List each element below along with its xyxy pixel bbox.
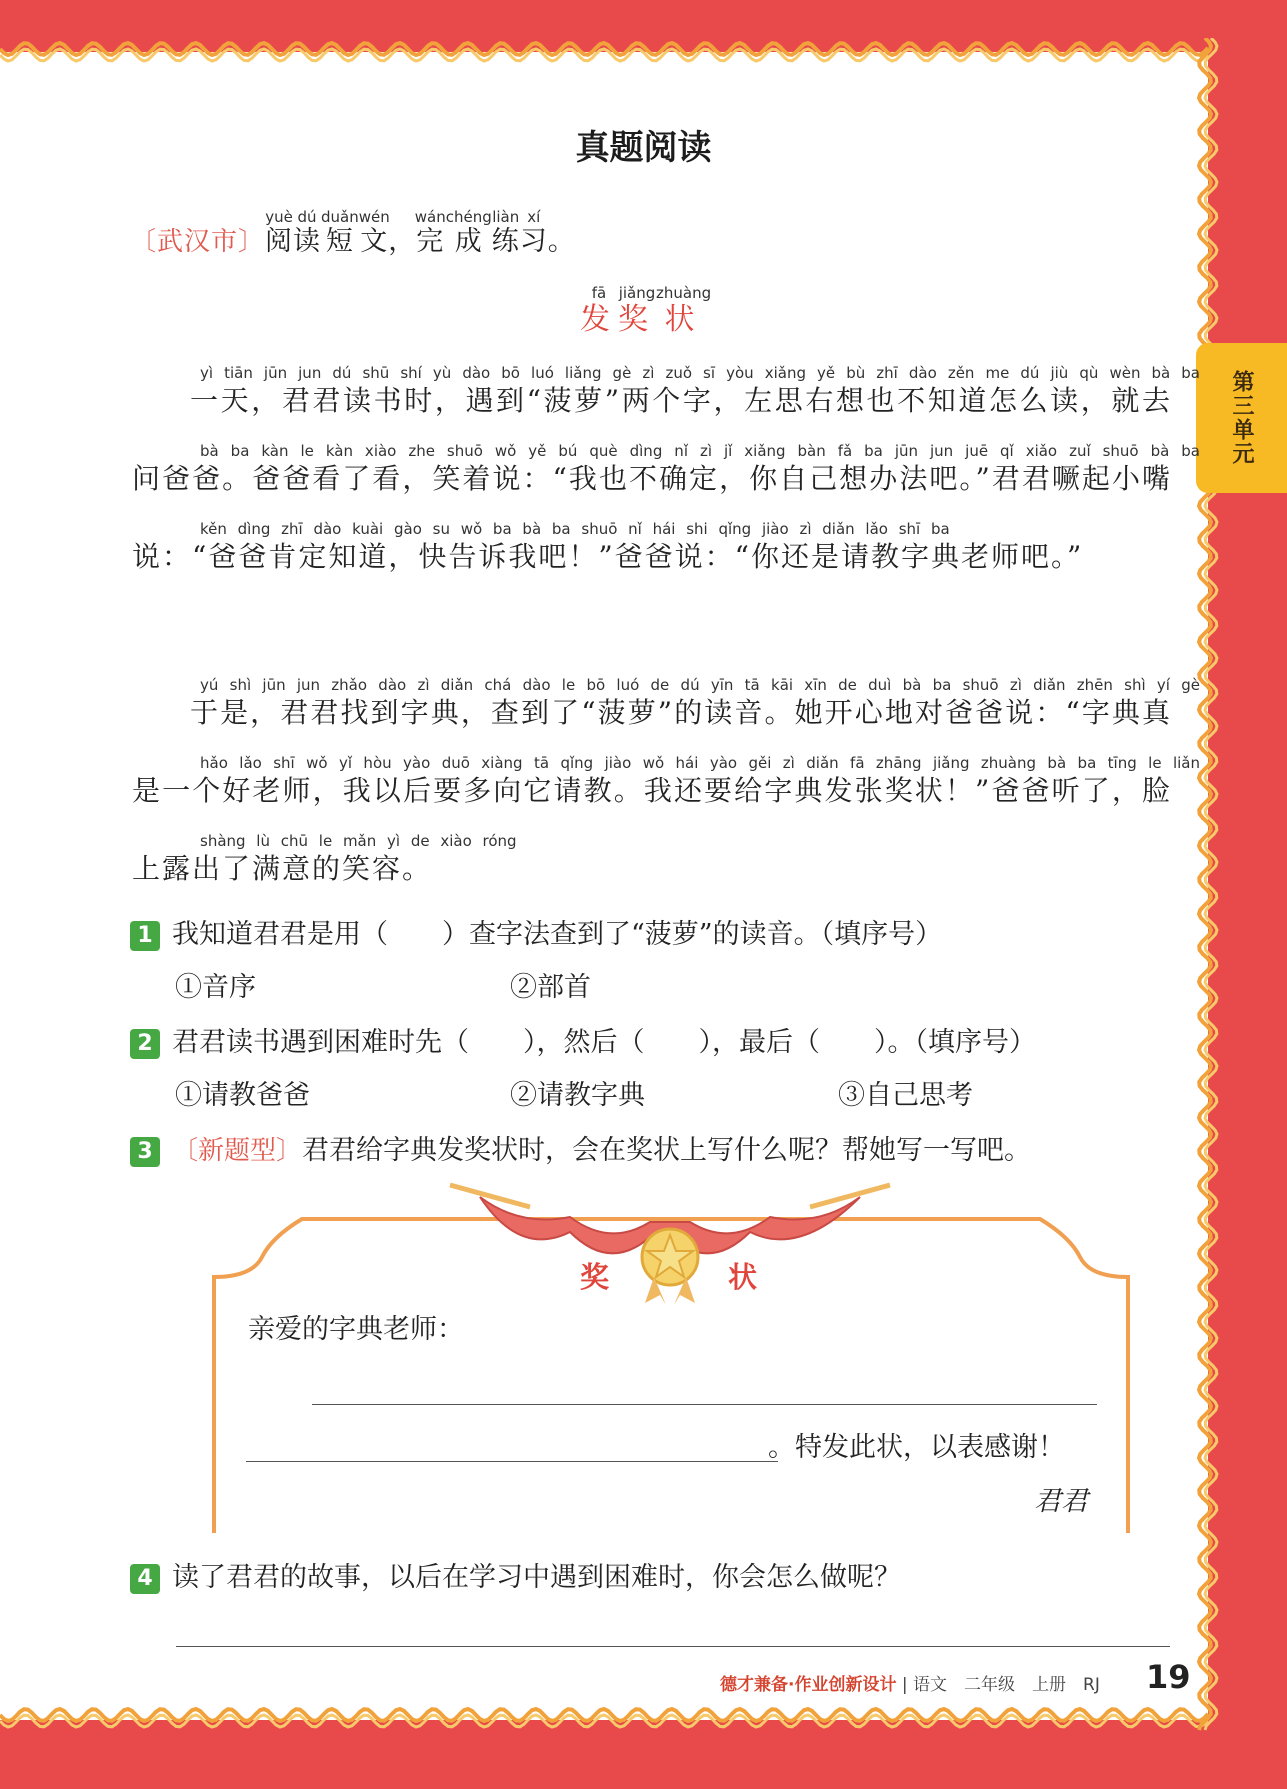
paragraph-1 xyxy=(132,362,1200,596)
footer xyxy=(720,1670,1100,1695)
paragraph-1-pinyin: yì tiān jūn jun dú shū shí yù dào bō luó liǎng gè zì zuǒ sī yòu xiǎng yě bù zhī dào zěn me dú jiù qù wèn bà ba bà ba kàn le kàn xiào zhe shuō wǒ yě bú què dìng nǐ zì jǐ xiǎng bàn fǎ ba jūn jun juē qǐ xiǎo zuǐ shuō bà ba kěn dìng zhī dào kuài gào su wǒ ba bà ba shuō nǐ hái shi qǐng jiào zì diǎn lǎo shī ba xyxy=(200,364,1200,538)
wave-border-right xyxy=(1196,38,1222,1732)
paragraph-1-text: 一天，君君读书时，遇到“菠萝”两个字，左思右想也不知道怎么读，就去问爸爸。爸爸看了看，笑着说：“我也不确定，你自己想办法吧。”君君噘起小嘴说：“爸爸肯定知道，快告诉我吧！”爸爸说：“你还是请教字典老师吧。” xyxy=(132,384,1172,573)
question-3-text: 君君给字典发奖状时，会在奖状上写什么呢？帮她写一写吧。 xyxy=(302,1135,1032,1166)
award-label-right: 状 xyxy=(728,1260,758,1294)
wave-border-bottom xyxy=(0,1706,1208,1732)
wave-border-top xyxy=(0,38,1208,64)
instruction-char: 成chéng xyxy=(445,208,492,257)
award-signature: 君君 xyxy=(1034,1486,1088,1517)
instruction-char: 读dú xyxy=(293,208,322,257)
question-4-number: 4 xyxy=(130,1564,160,1594)
ribbon-star-icon xyxy=(440,1177,900,1307)
paragraph-2-text: 于是，君君找到字典，查到了“菠萝”的读音。她开心地对爸爸说：“字典真是一个好老师，我以后要多向它请教。我还要给字典发张奖状！”爸爸听了，脸上露出了满意的笑容。 xyxy=(132,696,1172,885)
instruction-char: 练liàn xyxy=(491,208,520,257)
q1-option-1[interactable]: ①音序 xyxy=(175,972,256,1003)
question-1 xyxy=(130,912,942,951)
instruction-char: 习xí xyxy=(519,208,548,257)
question-2-text: 君君读书遇到困难时先（ ），然后（ ），最后（ ）。（填序号） xyxy=(172,1027,1036,1058)
award-blank-line-2[interactable] xyxy=(246,1461,778,1462)
question-1-text: 我知道君君是用（ ）查字法查到了“菠萝”的读音。（填序号） xyxy=(172,919,943,950)
footer-brand: 德才兼备·作业创新设计 xyxy=(720,1675,897,1695)
story-title xyxy=(580,286,711,338)
q2-option-1[interactable]: ①请教爸爸 xyxy=(175,1080,310,1111)
award-closing: 。特发此状，以表感谢！ xyxy=(768,1432,1065,1463)
q2-option-3[interactable]: ③自己思考 xyxy=(838,1080,973,1111)
instruction-line xyxy=(130,210,576,258)
question-4 xyxy=(130,1555,901,1594)
q1-option-2[interactable]: ②部首 xyxy=(510,972,591,1003)
story-title-char: 发fā xyxy=(580,284,618,337)
story-title-char: 状zhuàng xyxy=(656,284,712,337)
award-blank-line-1[interactable] xyxy=(312,1404,1097,1405)
page-number: 19 xyxy=(1146,1658,1191,1696)
instruction-text: 阅yuè读dú短duǎn文wén，完wán成chéng练liàn习xí。 xyxy=(265,208,576,257)
question-3-tag: 〔新题型〕 xyxy=(172,1136,303,1166)
question-2 xyxy=(130,1020,1036,1059)
question-3-number: 3 xyxy=(130,1137,160,1167)
instruction-char: 完wán xyxy=(414,208,446,257)
footer-info: | 语文 二年级 上册 RJ xyxy=(901,1675,1100,1695)
instruction-char: 短duǎn xyxy=(321,208,359,257)
award-greeting: 亲爱的字典老师： xyxy=(248,1314,464,1345)
page-title: 真题阅读 xyxy=(575,128,712,168)
story-title-char: 奖jiǎng xyxy=(618,284,656,337)
paragraph-2-pinyin: yú shì jūn jun zhǎo dào zì diǎn chá dào le bō luó de dú yīn tā kāi xīn de duì bà ba shuō zì diǎn zhēn shì yí gè hǎo lǎo shī wǒ yǐ hòu yào duō xiàng tā qǐng jiào wǒ hái yào gěi zì diǎn fā zhāng jiǎng zhuàng bà ba tīng le liǎn shàng lù chū le mǎn yì de xiào róng xyxy=(200,676,1200,850)
question-4-text: 读了君君的故事，以后在学习中遇到困难时，你会怎么做呢？ xyxy=(172,1562,901,1593)
question-3 xyxy=(130,1128,1031,1167)
question-1-number: 1 xyxy=(130,921,160,951)
instruction-char: 阅yuè xyxy=(265,208,294,257)
instruction-char: 文wén xyxy=(358,208,390,257)
unit-tab: 第三单元 xyxy=(1196,343,1287,493)
question-2-number: 2 xyxy=(130,1029,160,1059)
q2-option-2[interactable]: ②请教字典 xyxy=(510,1080,645,1111)
paragraph-2 xyxy=(132,674,1200,908)
award-certificate xyxy=(212,1217,1130,1533)
award-label-left: 奖 xyxy=(580,1260,610,1294)
answer-line-q4[interactable] xyxy=(176,1646,1170,1647)
source-tag: 〔武汉市〕 xyxy=(130,227,266,257)
